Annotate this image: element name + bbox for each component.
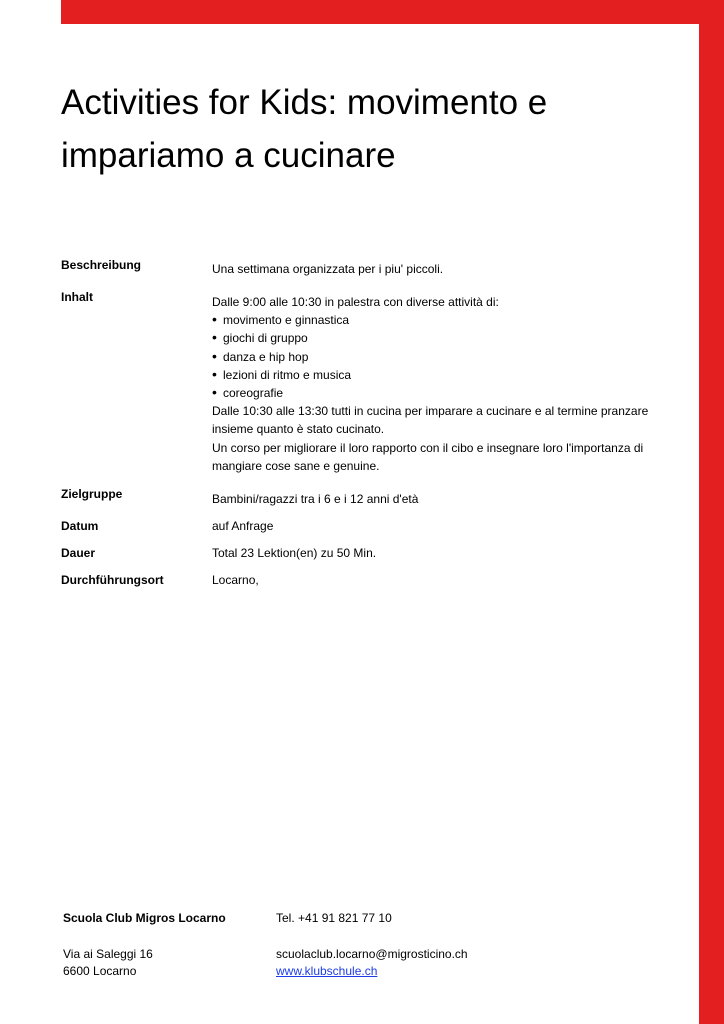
- durchfuehrungsort-label: Durchführungsort: [61, 573, 164, 587]
- beschreibung-label: Beschreibung: [61, 258, 142, 272]
- inhalt-activity-list: [212, 311, 662, 402]
- list-item: • coreografie: [212, 384, 662, 402]
- footer-city: 6600 Locarno: [63, 964, 137, 978]
- datum-label: Datum: [61, 519, 99, 533]
- footer-school-name: Scuola Club Migros Locarno: [63, 911, 226, 925]
- top-accent-bar: [61, 0, 724, 24]
- beschreibung-value: Una settimana organizzata per i piu' piccoli.: [212, 262, 444, 276]
- inhalt-label: Inhalt: [61, 290, 93, 304]
- dauer-value: Total 23 Lektion(en) zu 50 Min.: [212, 546, 377, 560]
- footer-email: scuolaclub.locarno@migrosticino.ch: [276, 947, 468, 961]
- footer-website-link[interactable]: www.klubschule.ch: [276, 964, 378, 978]
- right-accent-bar: [699, 0, 724, 1024]
- durchfuehrungsort-value: Locarno,: [212, 573, 259, 587]
- list-item: • giochi di gruppo: [212, 329, 662, 347]
- zielgruppe-value: Bambini/ragazzi tra i 6 e i 12 anni d'età: [212, 492, 419, 506]
- footer-phone: Tel. +41 91 821 77 10: [276, 911, 392, 925]
- list-item: • movimento e ginnastica: [212, 311, 662, 329]
- inhalt-purpose-text: Un corso per migliorare il loro rapporto con il cibo e insegnare loro l'importanza di mangiare cose sane e genuine.: [212, 440, 644, 473]
- footer-street: Via ai Saleggi 16: [63, 947, 153, 961]
- list-item: • lezioni di ritmo e musica: [212, 366, 662, 384]
- zielgruppe-label: Zielgruppe: [61, 487, 123, 501]
- page-title: Activities for Kids: movimento e impariamo a cucinare: [61, 83, 548, 175]
- dauer-label: Dauer: [61, 546, 96, 560]
- inhalt-value: [212, 293, 662, 475]
- inhalt-kitchen-text: Dalle 10:30 alle 13:30 tutti in cucina per imparare a cucinare e al termine pranzare insieme quanto è stato cucinato.: [212, 404, 649, 437]
- inhalt-intro: Dalle 9:00 alle 10:30 in palestra con diverse attività di:: [212, 295, 499, 309]
- list-item: • danza e hip hop: [212, 348, 662, 366]
- datum-value: auf Anfrage: [212, 519, 274, 533]
